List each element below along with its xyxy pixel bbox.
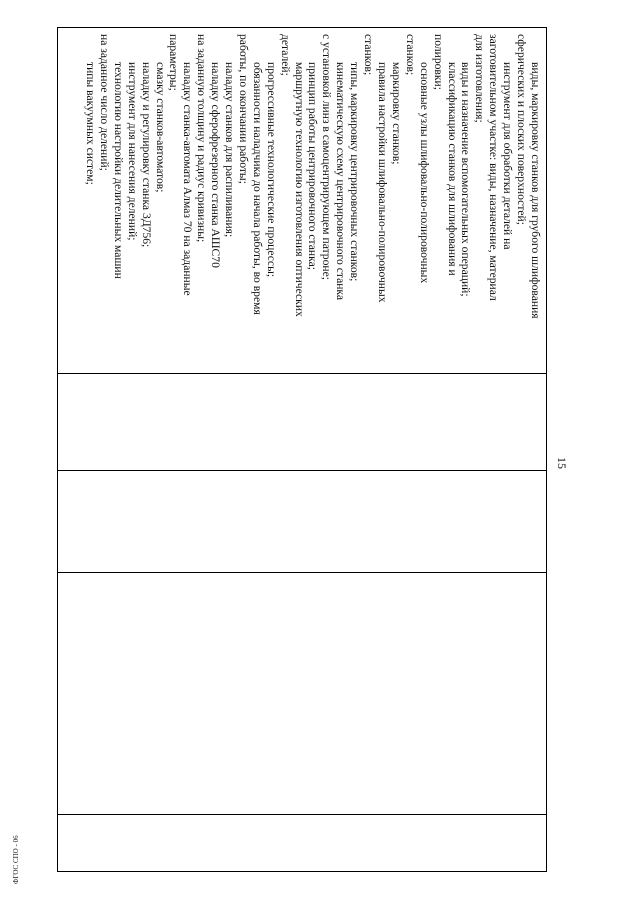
curriculum-table <box>57 27 547 872</box>
text-line: наладку и регулировку станка 3Д756; <box>139 62 153 248</box>
text-line: маркировку станков; <box>389 62 403 165</box>
text-line: кинематическую схему центрировочного станка <box>334 62 348 301</box>
text-line: на заданную толщину и радиус кривизны; <box>195 34 209 243</box>
footer-code: ФГОС СПО - 06 <box>12 835 20 884</box>
text-line: работы, по окончании работы; <box>236 34 250 184</box>
rotated-table-area <box>57 27 569 872</box>
text-line: полировки; <box>431 34 445 90</box>
text-line: инструмент для нанесения делений; <box>125 62 139 241</box>
text-line: типы вакуумных систем; <box>84 62 97 185</box>
text-line: принцип работы центрировочного станка; <box>306 62 320 270</box>
text-line: для изготовления; <box>473 34 487 123</box>
text-line: технологию настройки делительных машин <box>111 62 125 279</box>
column-divider <box>58 470 546 471</box>
text-line: инструмент для обработки деталей на <box>501 62 515 250</box>
text-line: классификацию станков для шлифования и <box>445 62 459 276</box>
text-line: деталей; <box>278 34 292 76</box>
text-line: сферических и плоских поверхностей; <box>515 34 529 225</box>
text-line: виды и назначение вспомогательных операций; <box>459 62 473 297</box>
column-divider <box>58 373 546 374</box>
page-number: 15 <box>555 457 569 469</box>
knowledge-column <box>56 28 546 373</box>
text-line: виды, маркировку станков для грубого шлифования <box>529 62 542 319</box>
text-line: параметры; <box>167 34 181 91</box>
text-line: наладку станков для распиливания; <box>223 62 237 238</box>
text-line: правила настройки шлифовально-полировочных <box>376 62 390 303</box>
text-line: станков; <box>403 34 417 76</box>
text-line: наладку сферофрезерного станка АШС70 <box>209 62 223 268</box>
text-line: смазку станков-автоматов; <box>153 62 167 193</box>
text-line: прогрессивные технологические процессы; <box>264 62 278 278</box>
text-line: станков; <box>362 34 376 76</box>
text-line: типы, маркировку центрировочных станков; <box>348 62 362 282</box>
column-divider <box>58 572 546 573</box>
text-line: заготовительном участке: виды, назначение, материал <box>487 34 501 301</box>
text-line: основные узлы шлифовально-полировочных <box>417 62 431 284</box>
text-line: наладку станка-автомата Алмаз 70 на заданные <box>181 62 195 296</box>
text-line: с установкой линз в самоцентрирующем патроне; <box>320 34 334 280</box>
text-line: на заданное число делений; <box>97 34 111 171</box>
column-divider <box>58 814 546 815</box>
text-line: маршрутную технологию изготовления оптических <box>292 62 306 317</box>
text-line: обязанности наладчика до начала работы, во время <box>250 62 264 315</box>
